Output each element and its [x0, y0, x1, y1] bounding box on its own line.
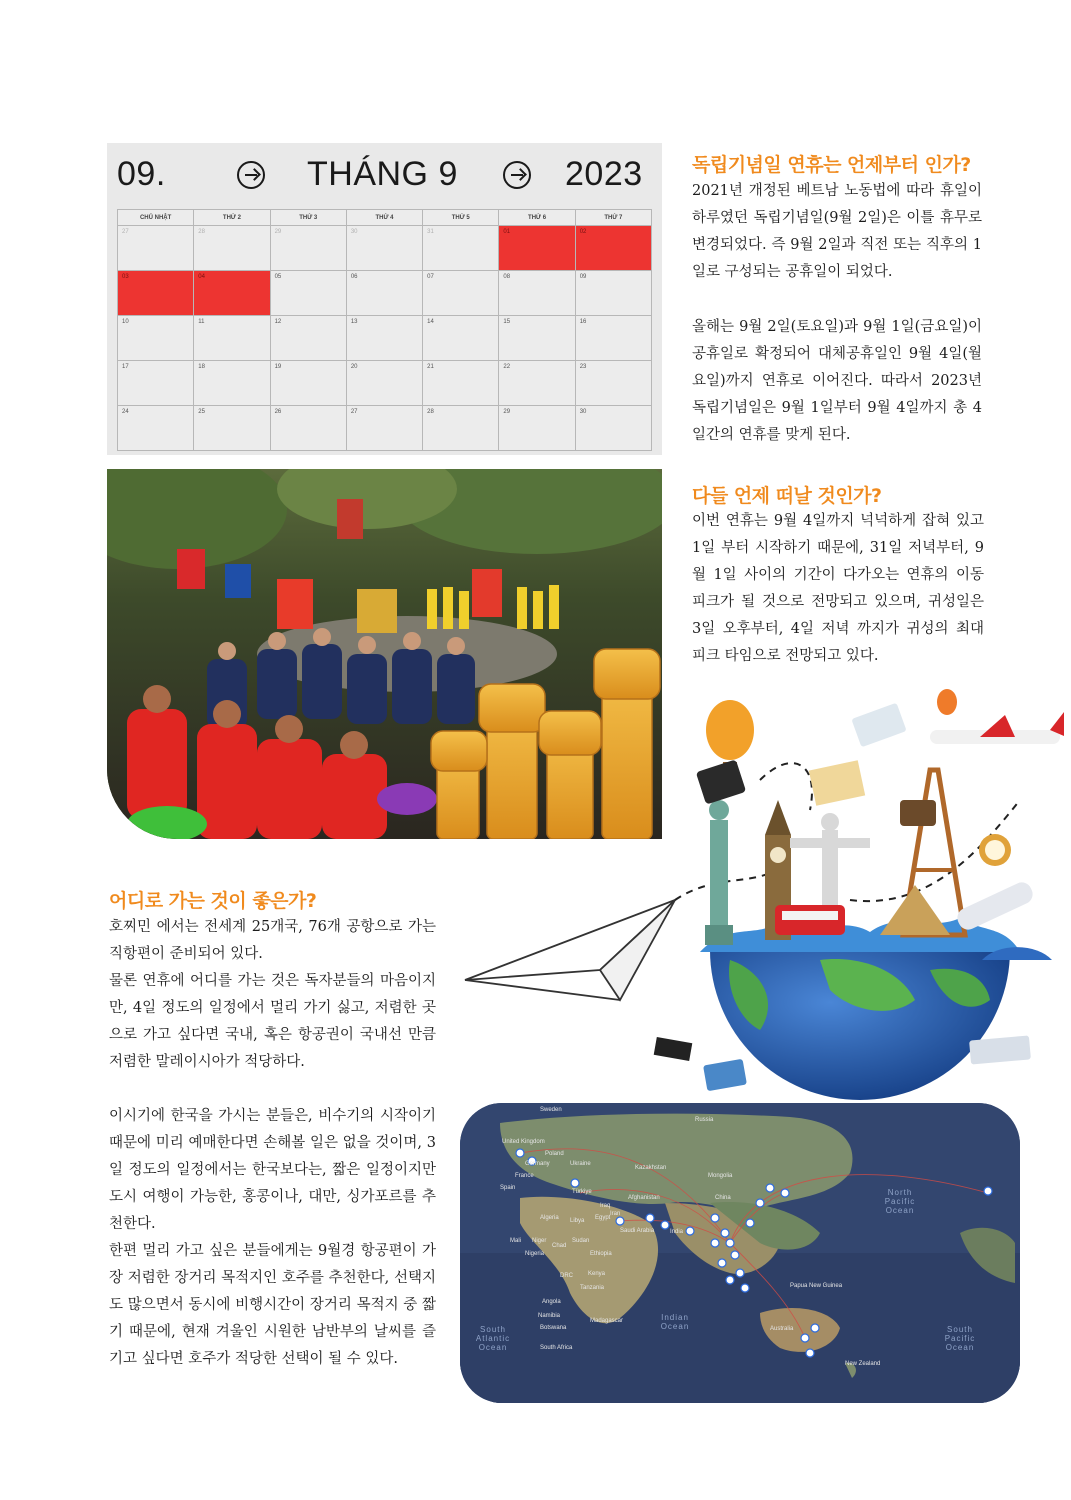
day-cell: 28	[423, 406, 499, 451]
map-label: Türkiye	[572, 1189, 592, 1195]
map-label: Niger	[532, 1238, 547, 1244]
week-row	[118, 406, 652, 451]
day-cell: 09	[575, 271, 651, 316]
week-row	[118, 316, 652, 361]
ocean-label: South Atlantic Ocean	[475, 1325, 511, 1352]
week-row	[118, 361, 652, 406]
day-cell: 31	[423, 226, 499, 271]
paragraph: 올해는 9월 2일(토요일)과 9월 1일(금요일)이 공휴일로 확정되어 대체공휴일인 9월 4일(월요일)까지 연휴로 이어진다. 따라서 2023년 독립기념일은 9월 1일부터 9월 4일까지 총 4일간의 연휴를 맞게 된다.	[692, 319, 982, 443]
day-cell: 27	[118, 226, 194, 271]
flight-route-world-map	[460, 1103, 1020, 1403]
map-label: Libya	[570, 1218, 585, 1224]
arrow-right-icon	[237, 161, 265, 189]
calendar-month-label: THÁNG 9	[307, 155, 458, 193]
paragraph: 이시기에 한국을 가시는 분들은, 비수기의 시작이기 때문에 미리 예매한다면 손해볼 일은 없을 것이며, 3일 정도의 일정에서는 한국보다는, 짧은 일정이지만 도시 여행이 가능한, 홍콩이나, 대만, 싱가포르를 추천한다.	[109, 1108, 436, 1232]
calendar	[107, 143, 662, 455]
day-cell: 18	[194, 361, 270, 406]
map-label: Iraq	[600, 1203, 611, 1209]
map-label: India	[670, 1229, 684, 1235]
holiday-day-cell: 03	[118, 271, 194, 316]
weekday-label: THỨ 5	[423, 210, 499, 226]
map-label: Sudan	[572, 1238, 590, 1244]
map-label: Botswana	[540, 1325, 567, 1331]
day-cell: 05	[270, 271, 346, 316]
calendar-header	[107, 143, 662, 203]
map-label: France	[515, 1173, 534, 1179]
day-cell: 12	[270, 316, 346, 361]
map-label: Egypt	[595, 1215, 611, 1221]
map-label: Poland	[545, 1151, 564, 1157]
day-cell: 29	[499, 406, 575, 451]
day-cell: 11	[194, 316, 270, 361]
map-label: Chad	[552, 1243, 567, 1249]
section-heading-independence-day: 독립기념일 연휴는 언제부터 인가?	[692, 154, 971, 176]
day-cell: 06	[346, 271, 422, 316]
week-row	[118, 226, 652, 271]
map-label: Saudi Arabia	[620, 1228, 655, 1234]
map-label: Germany	[525, 1161, 550, 1167]
map-label: New Zealand	[845, 1361, 881, 1367]
day-cell: 17	[118, 361, 194, 406]
day-cell: 29	[270, 226, 346, 271]
paragraph: 2021년 개정된 베트남 노동법에 따라 휴일이 하루였던 독립기념일(9월 2일)은 이틀 휴무로 변경되었다. 즉 9월 2일과 직전 또는 직후의 1일로 구성되는 공휴일이 되었다.	[692, 183, 982, 280]
weekday-label: THỨ 6	[499, 210, 575, 226]
calendar-month-number: 09.	[117, 155, 166, 193]
weekday-label: CHỦ NHẬT	[118, 210, 194, 226]
map-label: Sweden	[540, 1107, 562, 1113]
paper-plane-icon	[465, 900, 675, 1000]
paragraph: 물론 연휴에 어디를 가는 것은 독자분들의 마음이지만, 4일 정도의 일정에서 멀리 가기 싫고, 저렴한 곳으로 가고 싶다면 국내, 혹은 항공권이 국내선 만큼 저렴한 말레이시아가 적당하다.	[109, 973, 436, 1070]
calendar-year: 2023	[565, 155, 643, 193]
travel-globe-illustration	[460, 670, 1071, 1100]
map-label: Namibia	[538, 1313, 561, 1319]
day-cell: 23	[575, 361, 651, 406]
day-cell: 16	[575, 316, 651, 361]
day-cell: 10	[118, 316, 194, 361]
map-label: Mongolia	[708, 1173, 733, 1179]
map-label: Afghanistan	[628, 1195, 660, 1201]
holiday-day-cell: 04	[194, 271, 270, 316]
section-heading-departure: 다들 언제 떠날 것인가?	[692, 485, 882, 507]
weekday-label: THỨ 2	[194, 210, 270, 226]
weekday-label: THỨ 3	[270, 210, 346, 226]
paragraph: 한편 멀리 가고 싶은 분들에게는 9월경 항공편이 가장 저렴한 장거리 목적지인 호주를 추천한다, 선택지도 많으면서 동시에 비행시간이 장거리 목적지 중 짧기 때문에, 현재 겨울인 시원한 남반부의 날씨를 즐기고 싶다면 호주가 적당한 선택이 될 수 있다.	[109, 1243, 436, 1367]
weekday-label: THỨ 7	[575, 210, 651, 226]
day-cell: 13	[346, 316, 422, 361]
map-label: Russia	[695, 1117, 714, 1123]
map-label: Australia	[770, 1326, 794, 1332]
day-cell: 30	[346, 226, 422, 271]
calendar-grid	[117, 209, 652, 451]
paragraph: 호찌민 에서는 전세계 25개국, 76개 공항으로 가는 직항편이 준비되어 있다.	[109, 919, 436, 962]
map-label: Algeria	[540, 1215, 559, 1221]
airplane-icon	[930, 712, 1064, 744]
day-cell: 25	[194, 406, 270, 451]
day-cell: 07	[423, 271, 499, 316]
day-cell: 27	[346, 406, 422, 451]
travel-landmarks-illustration	[460, 670, 1071, 1100]
day-cell: 28	[194, 226, 270, 271]
day-cell: 19	[270, 361, 346, 406]
map-label: Tanzania	[580, 1285, 605, 1291]
map-label: DRC	[560, 1273, 573, 1279]
map-label: Madagascar	[590, 1318, 624, 1324]
map-label: China	[715, 1195, 731, 1201]
day-cell: 22	[499, 361, 575, 406]
map-label: Ethiopia	[590, 1251, 612, 1257]
map-label: Mali	[510, 1238, 522, 1244]
map-label: Kenya	[588, 1271, 606, 1277]
day-cell: 21	[423, 361, 499, 406]
holiday-day-cell: 01	[499, 226, 575, 271]
weekday-label: THỨ 4	[346, 210, 422, 226]
section-heading-destinations: 어디로 가는 것이 좋은가?	[109, 890, 317, 912]
week-row	[118, 271, 652, 316]
paragraph: 이번 연휴는 9월 4일까지 넉넉하게 잡혀 있고 1일 부터 시작하기 때문에, 31일 저녁부터, 9월 1일 사이의 기간이 다가오는 연휴의 이동 피크가 될 것으로 전망되고 있으며, 귀성일은 3일 오후부터, 4일 저녁 까지가 귀성의 최대 피크 타임으로 전망되고 있다.	[692, 513, 984, 664]
day-cell: 15	[499, 316, 575, 361]
arrow-right-icon	[503, 161, 531, 189]
map-label: Iran	[610, 1211, 621, 1217]
ocean-label: North Pacific Ocean	[884, 1188, 916, 1215]
map-label: Kazakhstan	[635, 1165, 667, 1171]
map-label: Spain	[500, 1185, 516, 1191]
day-cell: 14	[423, 316, 499, 361]
ocean-label: Indian Ocean	[660, 1313, 690, 1331]
day-cell: 20	[346, 361, 422, 406]
map-label: Ukraine	[570, 1161, 591, 1167]
day-cell: 30	[575, 406, 651, 451]
map-label: Papua New Guinea	[790, 1283, 843, 1289]
map-label: United Kingdom	[502, 1139, 545, 1145]
day-cell: 24	[118, 406, 194, 451]
weekday-row	[118, 210, 652, 226]
map-label: South Africa	[540, 1345, 573, 1351]
map-label: Angola	[542, 1299, 561, 1305]
day-cell: 26	[270, 406, 346, 451]
map-label: Nigeria	[525, 1251, 545, 1257]
holiday-day-cell: 02	[575, 226, 651, 271]
day-cell: 08	[499, 271, 575, 316]
ocean-label: South Pacific Ocean	[944, 1325, 976, 1352]
